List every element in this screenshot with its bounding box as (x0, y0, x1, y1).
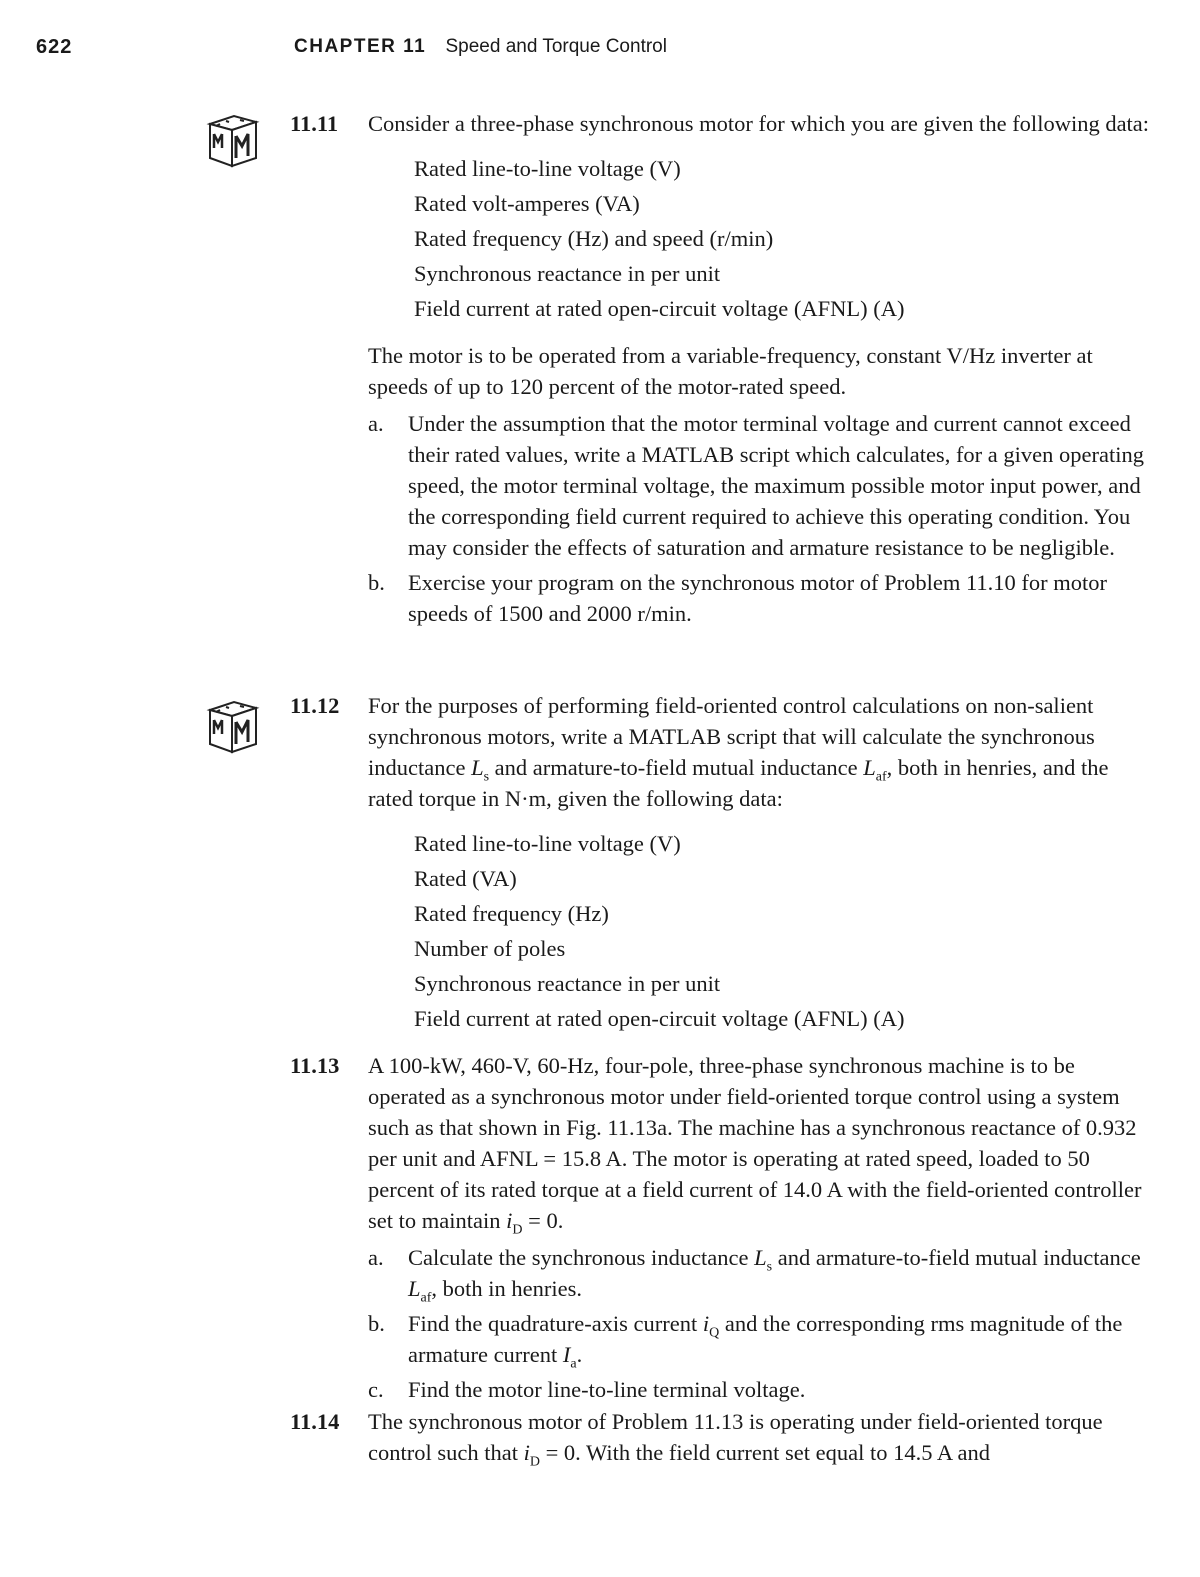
problem-intro: Consider a three-phase synchronous motor for which you are given the following data: (368, 111, 1150, 136)
problem-intro (368, 1406, 1150, 1468)
data-list (414, 151, 1150, 326)
part-label: b. (368, 1311, 385, 1336)
intro-text: For the purposes of performing field-oriented control calculations on non-salient synchronous motors, write a MATLAB script that will calculate the synchronous inductance (368, 693, 1095, 780)
page-number: 622 (36, 36, 73, 58)
part-item (368, 1242, 1150, 1304)
part-text: Under the assumption that the motor terminal voltage and current cannot exceed their rated values, write a MATLAB script which calculates, for a given operating speed, the motor terminal voltage, the maximum possible motor input power, and the corresponding field current required to achieve this operating condition. You may consider the effects of saturation and armature resistance to be negligible. (408, 411, 1144, 560)
symbol: L (863, 755, 876, 780)
intro-text: and armature-to-field mutual inductance (489, 755, 864, 780)
data-item: Rated (VA) (414, 866, 517, 891)
part-item (368, 1374, 1150, 1405)
data-item: Rated frequency (Hz) (414, 901, 609, 926)
intro-text: = 0. (522, 1208, 564, 1233)
symbol: L (471, 755, 484, 780)
part-text: Calculate the synchronous inductance $L_s$ and armature-to-field mutual inductance $L_{af}$, both in henries. (408, 1245, 1141, 1306)
part-item (368, 408, 1150, 563)
part-label: a. (368, 1245, 384, 1270)
data-item: Number of poles (414, 936, 566, 961)
part-item (368, 567, 1150, 629)
data-item: Synchronous reactance in per unit (414, 971, 721, 996)
problem-11-12 (290, 690, 1150, 1036)
matlab-cube-icon (204, 110, 260, 170)
chapter-title: Speed and Torque Control (445, 36, 667, 57)
chapter-label: CHAPTER 11 (294, 36, 427, 57)
problem-11-14 (290, 1406, 1150, 1468)
intro-text: , both in henries, and the rated torque in N·m, given the following data: (368, 755, 1109, 811)
part-text: Find the motor line-to-line terminal voltage. (408, 1377, 806, 1402)
data-item: Rated volt-amperes (VA) (414, 191, 640, 216)
problem-number: 11.11 (290, 111, 339, 136)
part-text: Exercise your program on the synchronous motor of Problem 11.10 for motor speeds of 1500 and 2000 r/min. (408, 570, 1108, 626)
parts-list (368, 1242, 1150, 1405)
data-item: Rated line-to-line voltage (V) (414, 831, 681, 856)
part-label: c. (368, 1377, 384, 1402)
intro-text: The synchronous motor of Problem 11.13 is operating under field-oriented torque control such that (368, 1409, 1103, 1465)
running-head (294, 36, 667, 58)
problem-11-11 (290, 108, 1150, 633)
symbol: i (523, 1440, 530, 1465)
data-item: Synchronous reactance in per unit (414, 261, 721, 286)
part-text: Find the quadrature-axis current $i_Q$ and the corresponding rms magnitude of the armature current $I_a$. (408, 1311, 1123, 1372)
data-item: Field current at rated open-circuit voltage (AFNL) (A) (414, 1006, 905, 1031)
problem-number: 11.13 (290, 1053, 340, 1078)
subscript: D (512, 1222, 523, 1238)
subscript: af (875, 769, 887, 785)
part-label: a. (368, 411, 384, 436)
data-item: Field current at rated open-circuit voltage (AFNL) (A) (414, 296, 905, 321)
data-list (414, 826, 1150, 1036)
intro-text: A 100-kW, 460-V, 60-Hz, four-pole, three-phase synchronous machine is to be operated as a synchronous motor under field-oriented torque control using a system such as that shown in Fig. 11.13a. The machine has a synchronous reactance of 0.932 per unit and AFNL = 15.8 A. The motor is operating at rated speed, loaded to 50 percent of its rated torque at a field current of 14.0 A with the field-oriented controller set to maintain (368, 1053, 1142, 1233)
subscript: s (483, 769, 490, 785)
part-label: b. (368, 570, 385, 595)
problem-number: 11.14 (290, 1409, 340, 1434)
symbol: i (506, 1208, 513, 1233)
parts-list (368, 408, 1150, 629)
data-item: Rated line-to-line voltage (V) (414, 156, 681, 181)
matlab-cube-icon (204, 696, 260, 756)
matlab-icon-label: M (204, 110, 205, 111)
problem-intro (368, 690, 1150, 814)
part-item (368, 1308, 1150, 1370)
problem-11-13 (290, 1050, 1150, 1409)
problem-paragraph: The motor is to be operated from a variable-frequency, constant V/Hz inverter at speeds of up to 120 percent of the motor-rated speed. (368, 343, 1093, 399)
subscript: D (529, 1454, 540, 1470)
intro-text: = 0. With the field current set equal to 14.5 A and (539, 1440, 991, 1465)
problem-intro (368, 1050, 1150, 1236)
data-item: Rated frequency (Hz) and speed (r/min) (414, 226, 774, 251)
problem-number: 11.12 (290, 693, 340, 718)
